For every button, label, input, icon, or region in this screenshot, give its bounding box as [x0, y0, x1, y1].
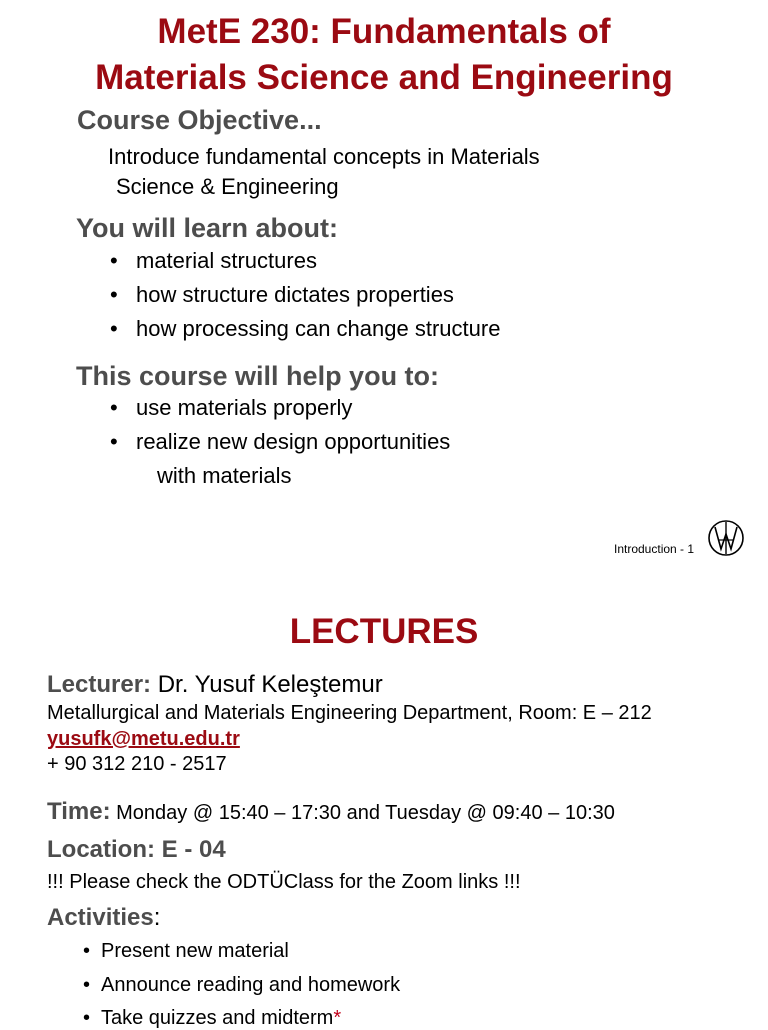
activity-item: • Take quizzes and midterm*: [83, 1007, 342, 1029]
help-item: • use materials properly: [110, 395, 353, 420]
time-line: [47, 798, 615, 826]
lecturer-label: Lecturer:: [47, 671, 152, 698]
help-item-continuation: with materials: [157, 463, 292, 488]
phone-line: + 90 312 210 - 2517: [47, 753, 227, 775]
objective-line2: Science & Engineering: [116, 174, 339, 199]
zoom-note: !!! Please check the ODTÜClass for the Zoom links !!!: [47, 871, 521, 893]
slide1-title-line1: MetE 230: Fundamentals of: [157, 12, 611, 51]
activity-item: • Announce reading and homework: [83, 974, 401, 996]
activity-item: • Present new material: [83, 940, 289, 962]
activities-label: Activities: [47, 904, 154, 931]
time-value: Monday @ 15:40 – 17:30 and Tuesday @ 09:40 – 10:30: [110, 802, 615, 824]
email-link[interactable]: yusufk@metu.edu.tr: [47, 728, 240, 750]
location-label: Location: E - 04: [47, 836, 226, 863]
learn-item: • how processing can change structure: [110, 316, 501, 341]
publisher-logo-icon: [706, 518, 746, 558]
footnote-asterisk: *: [333, 1007, 342, 1029]
help-heading: This course will help you to:: [76, 361, 440, 391]
learn-heading: You will learn about:: [76, 213, 339, 243]
objective-heading: Course Objective...: [77, 105, 322, 135]
activities-line: Activities:: [47, 904, 161, 931]
learn-item: • how structure dictates properties: [110, 282, 454, 307]
slide-footer: Introduction - 1: [614, 542, 695, 556]
lecturer-name: Dr. Yusuf Keleştemur: [151, 671, 383, 698]
slide2-title: LECTURES: [289, 612, 479, 651]
learn-item: • material structures: [110, 248, 317, 273]
help-item: • realize new design opportunities: [110, 429, 451, 454]
lecturer-line: [47, 671, 383, 699]
objective-line1: Introduce fundamental concepts in Materials: [108, 144, 540, 169]
slide1-title-line2: Materials Science and Engineering: [95, 58, 673, 97]
department-line: Metallurgical and Materials Engineering Department, Room: E – 212: [47, 702, 652, 724]
time-label: Time:: [47, 798, 111, 825]
